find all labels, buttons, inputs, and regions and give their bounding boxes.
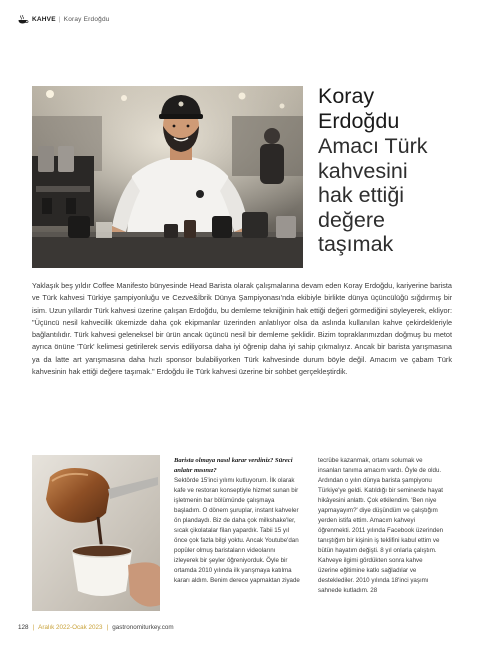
- website-link[interactable]: gastronomiturkey.com: [112, 624, 174, 631]
- intro-paragraph: Yaklaşık beş yıldır Coffee Manifesto bünyesinde Head Barista olarak çalışmalarına devam eden Koray Erdoğdu, kariyerine barista ve Türk kahvesi Türkiye şampiyonluğu ve Cezve&İbrik Dünya Şampiyonası'nda ekibiyle birlikte dünya üçüncülüğü sığdırmış bir isim. Uzun yıllardır Türk kahvesi üzerine çalışan Erdoğdu, bu demleme tekniğinin hak ettiği değeri görmediğini söyleyerek, ekliyor: "Üçüncü nesil kahvecilik ükemizde daha çok ekipmanlar üzerinden anlatılıyor olsa da aslında kullanılan kahve çekirdekleriyle bağlantılıdır. Türk kahvesi geleneksel bir ürün ancak üçüncü nesil bir demleme şeklidir. Bizim topraklarımızdan doğmuş bu metot ayrıca önüne 'Türk' kelimesi getirilerek servis ediliyorsa daha iyi öğrenip daha iyi sahip çıkmalıyız. Ancak bir barista yarışmasına ya da latte art yarışmasına daha hızlı sponsor bulabiliyorken Türk kahvesinde durum böyle değil. Amacım ve çabam Türk kahvesinin hak ettiği değere taşımak." Erdoğdu ile Türk kahvesi üzerine bir sohbet gerçekleştirdik.: [32, 281, 452, 377]
- interview-question: Barista olmaya nasıl karar verdiniz? Süreci anlatır mısınız?: [174, 457, 293, 474]
- barista-portrait-illustration: [32, 86, 303, 268]
- title-subtitle-line-1: Amacı Türk: [318, 134, 428, 158]
- article-title: [318, 84, 468, 257]
- title-subtitle-line-5: taşımak: [318, 232, 394, 256]
- cezve-pouring-photo: [32, 455, 160, 611]
- cezve-pouring-illustration: [32, 455, 160, 611]
- interview-answer-part-2: tecrübe kazanmak, ortamı solumak ve insanları tanıma amacım vardı. Öyle de oldu. Ardından o yılın dünya barista şampiyonu Türkiye'ye geldi. Katıldığı bir seminerde hayat hikâyesini anlattı. Çok etkilendim. 'Ben niye yapmayayım?' diye düşündüm ve çalıştığım yerden istifa ettim. Amacım kahveyi öğrenmekti. 2011 yılında Facebook üzerinden tanıştığım bir kişinin iş teklifini kabul ettim ve bütün hayatım değişti. 8 yıl onlarla çalıştım. Kahveye ilgimi gördükten sonra kahve üzerine eğitimine katkı sağladılar ve desteklediler. 2010 yılında 18'inci yaşımı sahnede kutladım. 28: [318, 457, 444, 594]
- title-name-line-1: Koray: [318, 84, 375, 108]
- section-label: KAHVE: [32, 16, 56, 23]
- header-separator: |: [58, 16, 61, 23]
- coffee-cup-icon: [18, 15, 29, 24]
- article-column-1: [174, 456, 300, 586]
- title-subtitle-line-2: kahvesini: [318, 158, 408, 183]
- page-footer: [18, 624, 174, 631]
- page-header: [18, 15, 110, 24]
- article-column-2: [318, 456, 444, 596]
- interview-answer-part-1: Sektörde 15'inci yılımı kutluyorum. İlk olarak kafe ve restoran konseptiyle hizmet sunan bir işletmenin bar bölümünde çalışmaya başladım. O dönem şuruplar, instant kahveler ön plandaydı. Biz de daha çok milkshake'ler, sıcak çikolatalar filan yapardık. Tabii 15 yıl önce çok fazla bilgi yoktu. Ancak Youtube'dan popüler olmuş baristaların videolarını izleyerek bir şeyler öğreniyorduk. Öyle bir ortamda 2010 yılında ilk yarışmaya katılma kararı aldım. Benim derece yapmaktan ziyade: [174, 477, 300, 584]
- barista-portrait-photo: [32, 86, 303, 268]
- issue-date: Aralık 2022-Ocak 2023: [38, 624, 103, 631]
- header-author: Koray Erdoğdu: [63, 16, 110, 23]
- footer-separator-1: |: [32, 624, 35, 631]
- title-name-line-2: Erdoğdu: [318, 109, 400, 133]
- title-subtitle-line-3: hak ettiği: [318, 183, 405, 207]
- page-number: 128: [18, 624, 29, 631]
- title-subtitle-line-4: değere: [318, 207, 385, 232]
- footer-separator-2: |: [106, 624, 109, 631]
